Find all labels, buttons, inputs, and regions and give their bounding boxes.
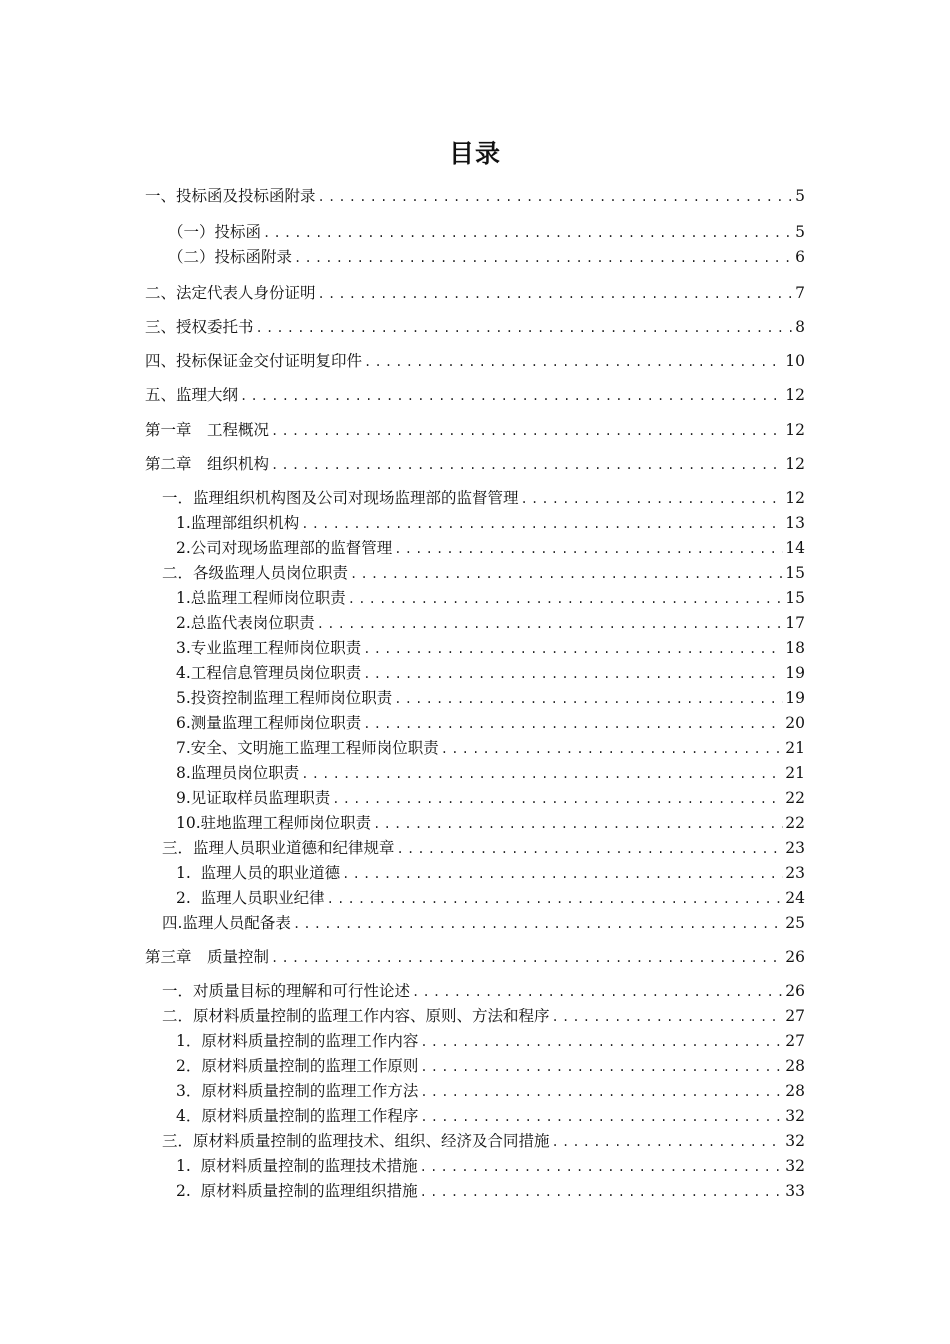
dot-leader bbox=[420, 1182, 784, 1202]
toc-entry[interactable] bbox=[145, 317, 805, 338]
toc-entry[interactable] bbox=[162, 563, 805, 584]
toc-entry-label: 2．原材料质量控制的监理工作原则 bbox=[176, 1057, 419, 1075]
toc-entry-page: 12 bbox=[785, 489, 805, 507]
toc-entry-page: 13 bbox=[785, 514, 805, 532]
dot-leader bbox=[263, 223, 793, 243]
dot-leader bbox=[412, 982, 783, 1002]
toc-entry-page: 19 bbox=[785, 664, 805, 682]
toc-entry-label: 2.总监代表岗位职责 bbox=[176, 614, 315, 632]
dot-leader bbox=[420, 1032, 783, 1052]
toc-entry-label: 1. 监理人员的职业道德 bbox=[176, 864, 341, 882]
dot-leader bbox=[420, 1107, 783, 1127]
toc-entry-label: 2.公司对现场监理部的监督管理 bbox=[176, 539, 393, 557]
toc-entry-label: （二）投标函附录 bbox=[168, 248, 293, 266]
dot-leader bbox=[294, 248, 793, 268]
toc-entry-label: 2. 原材料质量控制的监理组织措施 bbox=[176, 1182, 418, 1200]
toc-entry-page: 8 bbox=[795, 318, 805, 336]
toc-entry-page: 19 bbox=[785, 689, 805, 707]
dot-leader bbox=[350, 564, 783, 584]
dot-leader bbox=[363, 664, 783, 684]
toc-entry-page: 26 bbox=[785, 948, 805, 966]
toc-entry-label: 1．原材料质量控制的监理工作内容 bbox=[176, 1032, 419, 1050]
dot-leader bbox=[293, 914, 783, 934]
dot-leader bbox=[256, 318, 794, 338]
toc-entry-page: 12 bbox=[785, 455, 805, 473]
toc-entry[interactable] bbox=[176, 1156, 805, 1177]
toc-entry[interactable] bbox=[162, 981, 805, 1002]
toc-entry-page: 5 bbox=[795, 187, 805, 205]
toc-entry-label: 4.工程信息管理员岗位职责 bbox=[176, 664, 362, 682]
toc-entry-label: 一、投标函及投标函附录 bbox=[145, 187, 316, 205]
toc-entry-label: 二．各级监理人员岗位职责 bbox=[162, 564, 349, 582]
toc-entry[interactable] bbox=[145, 454, 805, 475]
toc-entry[interactable] bbox=[176, 1031, 805, 1052]
dot-leader bbox=[271, 455, 783, 475]
toc-entry[interactable] bbox=[176, 538, 805, 559]
toc-entry-label: 五、监理大纲 bbox=[145, 386, 239, 404]
toc-entry-label: 三．监理人员职业道德和纪律规章 bbox=[162, 839, 395, 857]
toc-entry[interactable] bbox=[162, 1131, 805, 1152]
toc-entry-label: 7.安全、文明施工监理工程师岗位职责 bbox=[176, 739, 439, 757]
toc-entry-label: 四.监理人员配备表 bbox=[162, 914, 291, 932]
toc-entry-label: 2. 监理人员职业纪律 bbox=[176, 889, 325, 907]
toc-entry-label: 第一章 工程概况 bbox=[145, 421, 270, 439]
toc-entry-label: 6.测量监理工程师岗位职责 bbox=[176, 714, 362, 732]
toc-entry-label: 二、法定代表人身份证明 bbox=[145, 284, 316, 302]
toc-entry-label: （一）投标函 bbox=[168, 223, 262, 241]
toc-entry[interactable] bbox=[176, 863, 805, 884]
toc-entry-page: 26 bbox=[785, 982, 805, 1000]
toc-entry[interactable] bbox=[176, 888, 805, 909]
toc-entry-page: 23 bbox=[785, 864, 805, 882]
dot-leader bbox=[420, 1082, 783, 1102]
dot-leader bbox=[332, 789, 783, 809]
toc-entry-label: 1. 原材料质量控制的监理技术措施 bbox=[176, 1157, 418, 1175]
toc-entry[interactable] bbox=[145, 385, 805, 406]
dot-leader bbox=[327, 889, 784, 909]
toc-entry[interactable] bbox=[162, 838, 805, 859]
dot-leader bbox=[240, 386, 783, 406]
toc-entry-page: 14 bbox=[785, 539, 805, 557]
toc-entry-page: 21 bbox=[785, 739, 805, 757]
dot-leader bbox=[271, 948, 783, 968]
toc-entry[interactable] bbox=[176, 688, 805, 709]
toc-entry[interactable] bbox=[176, 813, 805, 834]
toc-entry-label: 8.监理员岗位职责 bbox=[176, 764, 300, 782]
toc-entry-label: 1.监理部组织机构 bbox=[176, 514, 300, 532]
toc-entry[interactable] bbox=[176, 513, 805, 534]
toc-entry-page: 6 bbox=[795, 248, 805, 266]
dot-leader bbox=[394, 539, 783, 559]
toc-entry-page: 27 bbox=[785, 1007, 805, 1025]
toc-entry[interactable] bbox=[176, 1181, 805, 1202]
dot-leader bbox=[441, 739, 783, 759]
toc-entry-label: 四、投标保证金交付证明复印件 bbox=[145, 352, 363, 370]
toc-entry-label: 1.总监理工程师岗位职责 bbox=[176, 589, 346, 607]
dot-leader bbox=[271, 421, 783, 441]
toc-entry-page: 12 bbox=[785, 421, 805, 439]
toc-entry-label: 三、授权委托书 bbox=[145, 318, 254, 336]
dot-leader bbox=[301, 514, 783, 534]
dot-leader bbox=[301, 764, 783, 784]
dot-leader bbox=[373, 814, 783, 834]
toc-entry-page: 17 bbox=[785, 614, 805, 632]
toc-entry[interactable] bbox=[176, 1081, 805, 1102]
dot-leader bbox=[318, 187, 794, 207]
toc-entry[interactable] bbox=[162, 913, 805, 934]
toc-entry[interactable] bbox=[176, 1106, 805, 1127]
dot-leader bbox=[317, 614, 783, 634]
dot-leader bbox=[552, 1132, 784, 1152]
toc-entry-page: 28 bbox=[785, 1082, 805, 1100]
toc-entry-page: 32 bbox=[785, 1132, 805, 1150]
toc-entry-label: 4．原材料质量控制的监理工作程序 bbox=[176, 1107, 419, 1125]
toc-entry[interactable] bbox=[176, 613, 805, 634]
toc-entry-label: 3.专业监理工程师岗位职责 bbox=[176, 639, 362, 657]
toc-entry-page: 32 bbox=[785, 1157, 805, 1175]
toc-entry-page: 27 bbox=[785, 1032, 805, 1050]
dot-leader bbox=[394, 689, 783, 709]
dot-leader bbox=[364, 352, 783, 372]
toc-entry[interactable] bbox=[176, 588, 805, 609]
toc-entry[interactable] bbox=[168, 222, 805, 243]
toc-entry[interactable] bbox=[162, 488, 805, 509]
toc-entry-page: 5 bbox=[795, 223, 805, 241]
toc-entry-label: 二．原材料质量控制的监理工作内容、原则、方法和程序 bbox=[162, 1007, 550, 1025]
toc-entry[interactable] bbox=[145, 186, 805, 207]
toc-entry-page: 21 bbox=[785, 764, 805, 782]
toc-entry-label: 一．对质量目标的理解和可行性论述 bbox=[162, 982, 411, 1000]
toc-entry-label: 5.投资控制监理工程师岗位职责 bbox=[176, 689, 393, 707]
dot-leader bbox=[420, 1057, 783, 1077]
dot-leader bbox=[552, 1007, 784, 1027]
toc-entry[interactable] bbox=[176, 1056, 805, 1077]
toc-entry[interactable] bbox=[145, 420, 805, 441]
toc-entry-page: 7 bbox=[795, 284, 805, 302]
toc-entry[interactable] bbox=[162, 1006, 805, 1027]
toc-entry[interactable] bbox=[176, 663, 805, 684]
dot-leader bbox=[363, 714, 783, 734]
toc-entry-page: 20 bbox=[785, 714, 805, 732]
toc-entry-label: 9.见证取样员监理职责 bbox=[176, 789, 331, 807]
toc-entry-label: 三．原材料质量控制的监理技术、组织、经济及合同措施 bbox=[162, 1132, 550, 1150]
toc-entry-page: 15 bbox=[785, 589, 805, 607]
toc-entry-page: 23 bbox=[785, 839, 805, 857]
toc-entry-page: 15 bbox=[785, 564, 805, 582]
toc-entry-page: 28 bbox=[785, 1057, 805, 1075]
toc-entry-label: 3．原材料质量控制的监理工作方法 bbox=[176, 1082, 419, 1100]
dot-leader bbox=[420, 1157, 784, 1177]
toc-entry-page: 10 bbox=[785, 352, 805, 370]
dot-leader bbox=[318, 284, 794, 304]
toc-entry-label: 一．监理组织机构图及公司对现场监理部的监督管理 bbox=[162, 489, 519, 507]
dot-leader bbox=[342, 864, 783, 884]
toc-entry-page: 18 bbox=[785, 639, 805, 657]
toc-entry-page: 32 bbox=[785, 1107, 805, 1125]
toc-entry[interactable] bbox=[176, 788, 805, 809]
dot-leader bbox=[348, 589, 783, 609]
toc-entry-page: 12 bbox=[785, 386, 805, 404]
toc-entry[interactable] bbox=[176, 713, 805, 734]
toc-entry[interactable] bbox=[145, 947, 805, 968]
toc-entry-label: 第二章 组织机构 bbox=[145, 455, 270, 473]
toc-entry-page: 22 bbox=[785, 814, 805, 832]
toc-entry-page: 22 bbox=[785, 789, 805, 807]
toc-entry[interactable] bbox=[145, 283, 805, 304]
toc-entry-label: 第三章 质量控制 bbox=[145, 948, 270, 966]
dot-leader bbox=[397, 839, 784, 859]
toc-entry[interactable] bbox=[176, 738, 805, 759]
toc-entry-page: 24 bbox=[785, 889, 805, 907]
toc-entry[interactable] bbox=[145, 351, 805, 372]
toc-entry-label: 10.驻地监理工程师岗位职责 bbox=[176, 814, 372, 832]
dot-leader bbox=[521, 489, 784, 509]
toc-entry[interactable] bbox=[176, 638, 805, 659]
dot-leader bbox=[363, 639, 783, 659]
page-title: 目录 bbox=[448, 139, 501, 168]
toc-entry[interactable] bbox=[176, 763, 805, 784]
toc-entry[interactable] bbox=[168, 247, 805, 268]
toc-entry-page: 25 bbox=[785, 914, 805, 932]
toc-entry-page: 33 bbox=[785, 1182, 805, 1200]
